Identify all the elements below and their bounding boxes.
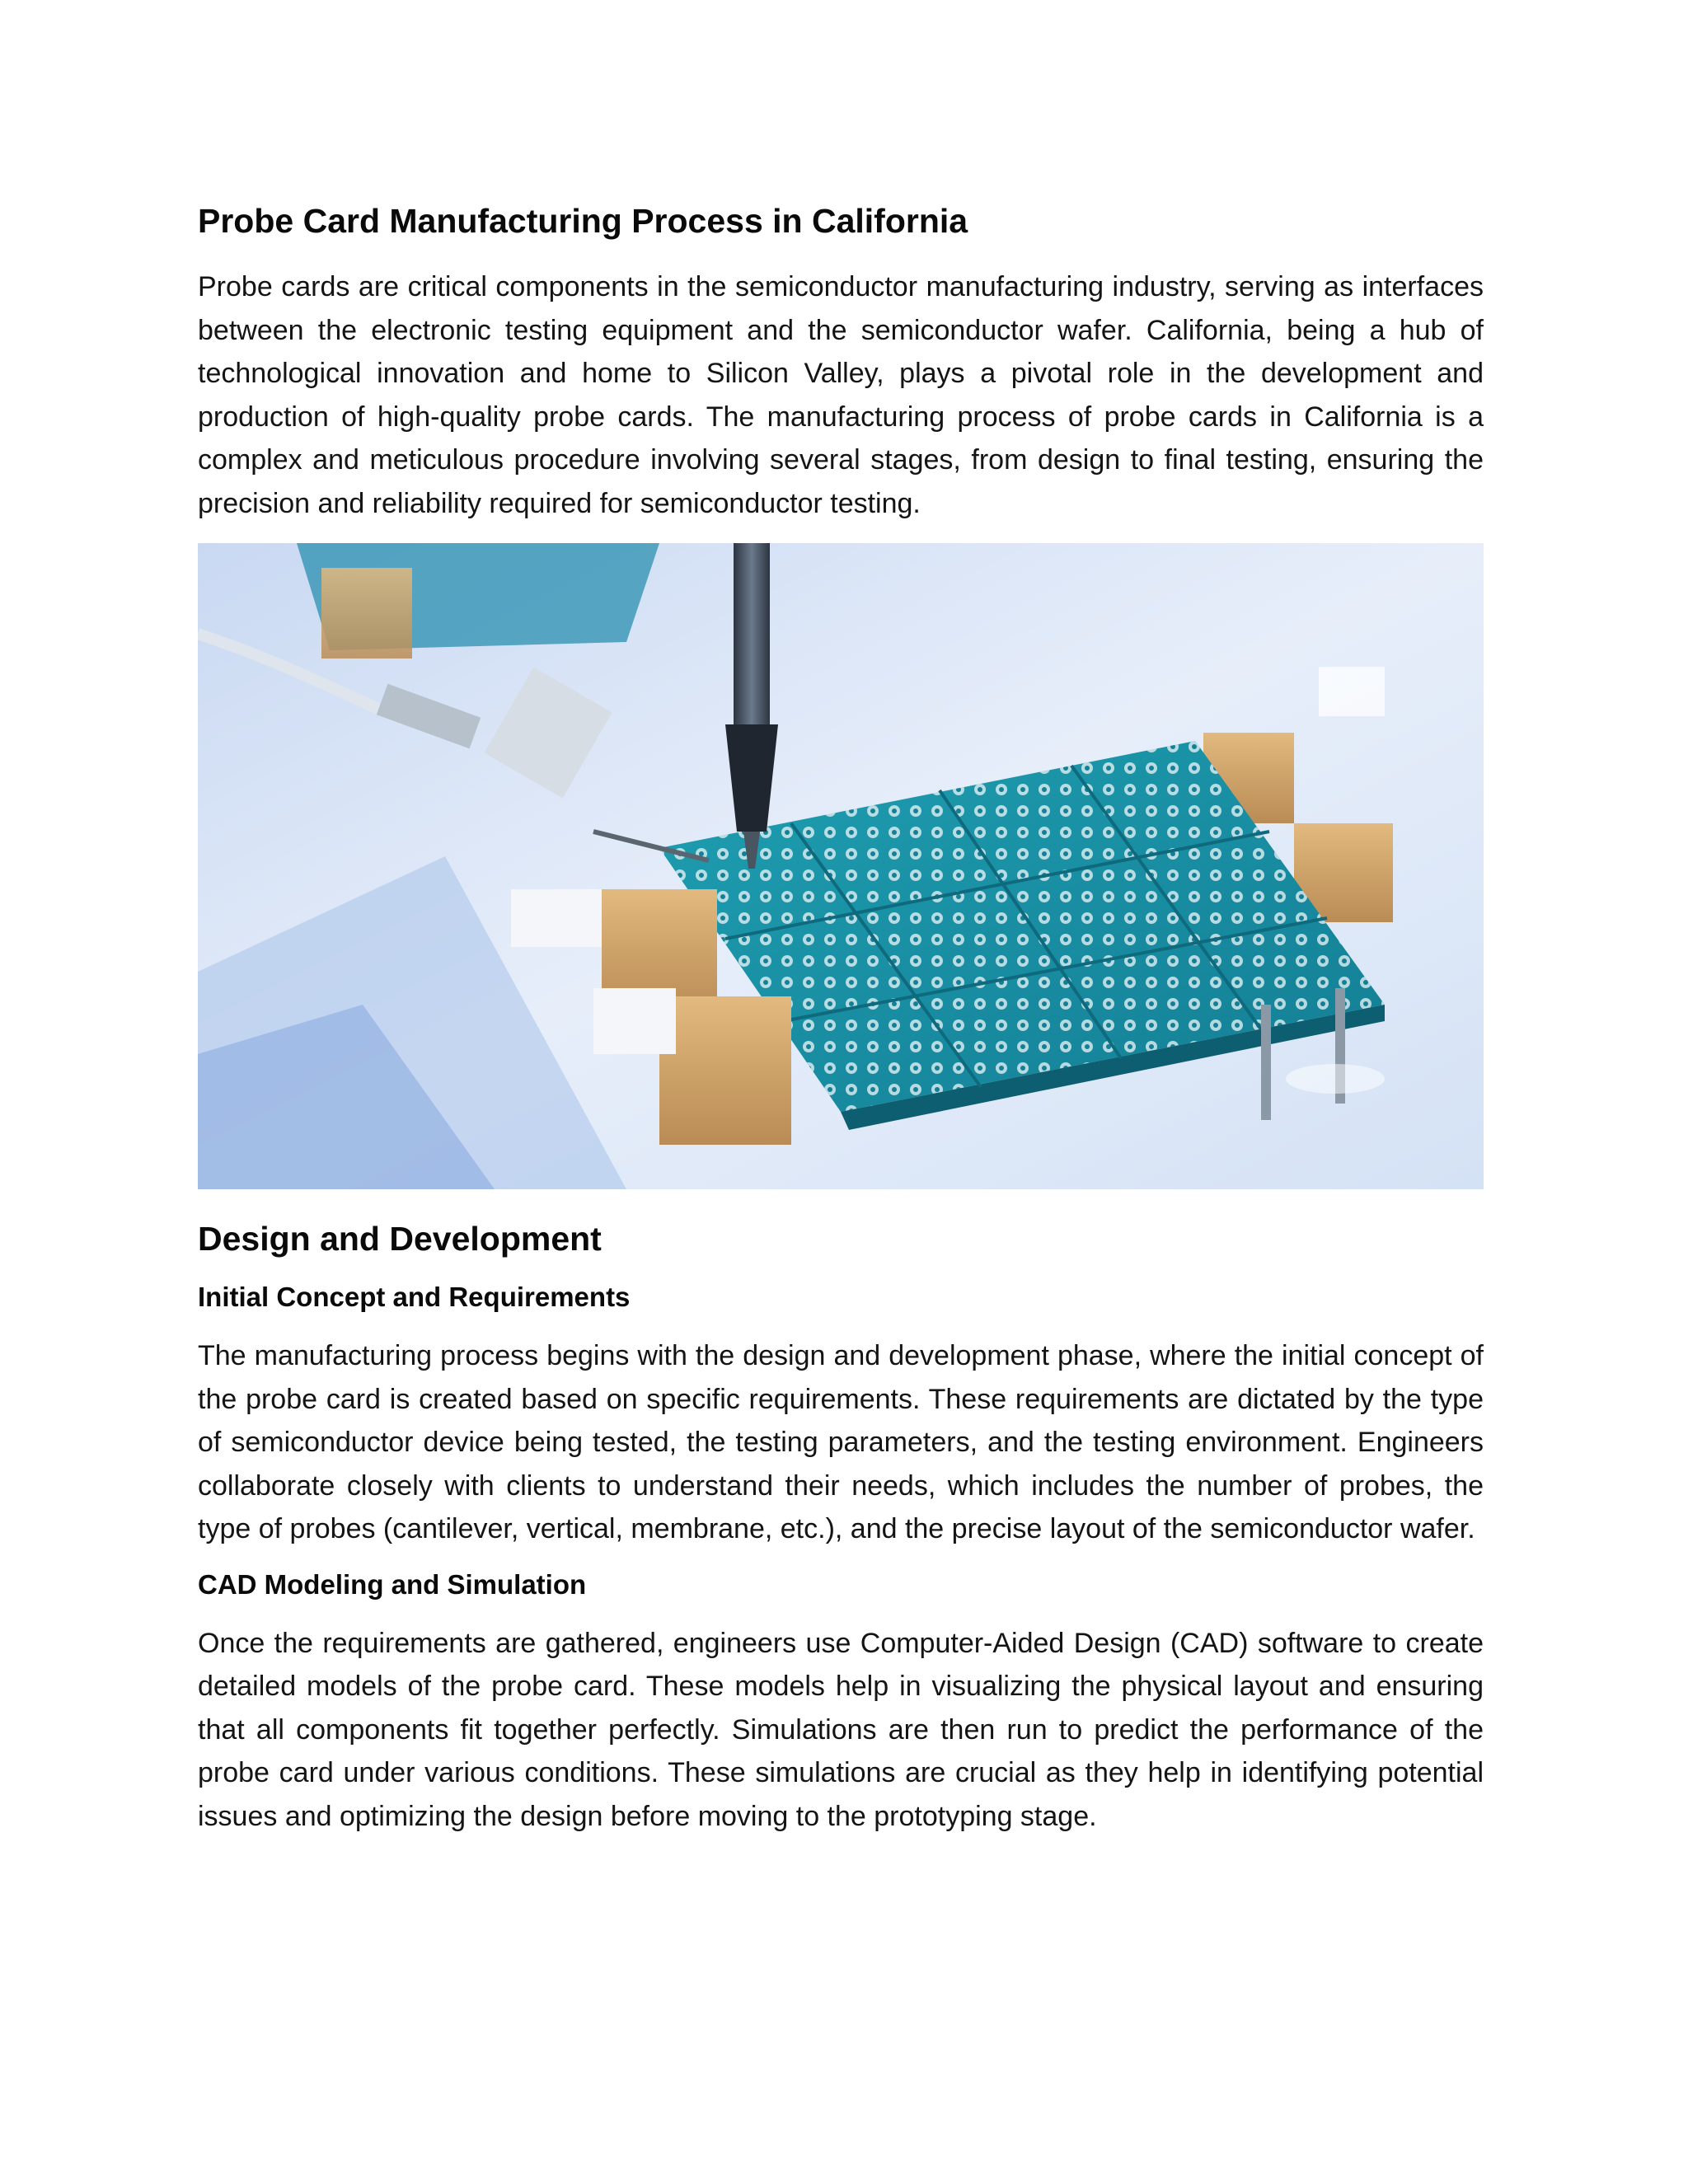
paragraph-cad-modeling: Once the requirements are gathered, engineers use Computer-Aided Design (CAD) software to create detailed models of the probe card. These models help in visualizing the physical layout and ensuring that all components fit together perfectly. Simulations are then run to predict the performance of the probe card under various conditions. These simulations are crucial as they help in identifying potential issues and optimizing the design before moving to the prototyping stage.	[198, 1627, 1484, 1832]
subsection-heading-initial-concept: Initial Concept and Requirements	[198, 1282, 631, 1312]
page-title: Probe Card Manufacturing Process in California	[198, 202, 968, 240]
intro-paragraph: Probe cards are critical components in the semiconductor manufacturing industry, serving as interfaces between the electronic testing equipment and the semiconductor wafer. California, being a hub of technological innovation and home to Silicon Valley, plays a pivotal role in the development and production of high-quality probe cards. The manufacturing process of probe cards in California is a complex and meticulous procedure involving several stages, from design to final testing, ensuring the precision and reliability required for semiconductor testing.	[198, 271, 1484, 519]
subsection-heading-cad-modeling: CAD Modeling and Simulation	[198, 1568, 587, 1600]
document-page	[198, 198, 1484, 1853]
paragraph-initial-concept: The manufacturing process begins with the design and development phase, where the initial concept of the probe card is created based on specific requirements. These requirements are dictated by the type of semiconductor device being tested, the testing parameters, and the testing environment. Engineers collaborate closely with clients to understand their needs, which includes the number of probes, the type of probes (cantilever, vertical, membrane, etc.), and the precise layout of the semiconductor wafer.	[198, 1340, 1484, 1544]
section-heading-design: Design and Development	[198, 1220, 602, 1258]
probe-card-photo	[198, 543, 1484, 1189]
